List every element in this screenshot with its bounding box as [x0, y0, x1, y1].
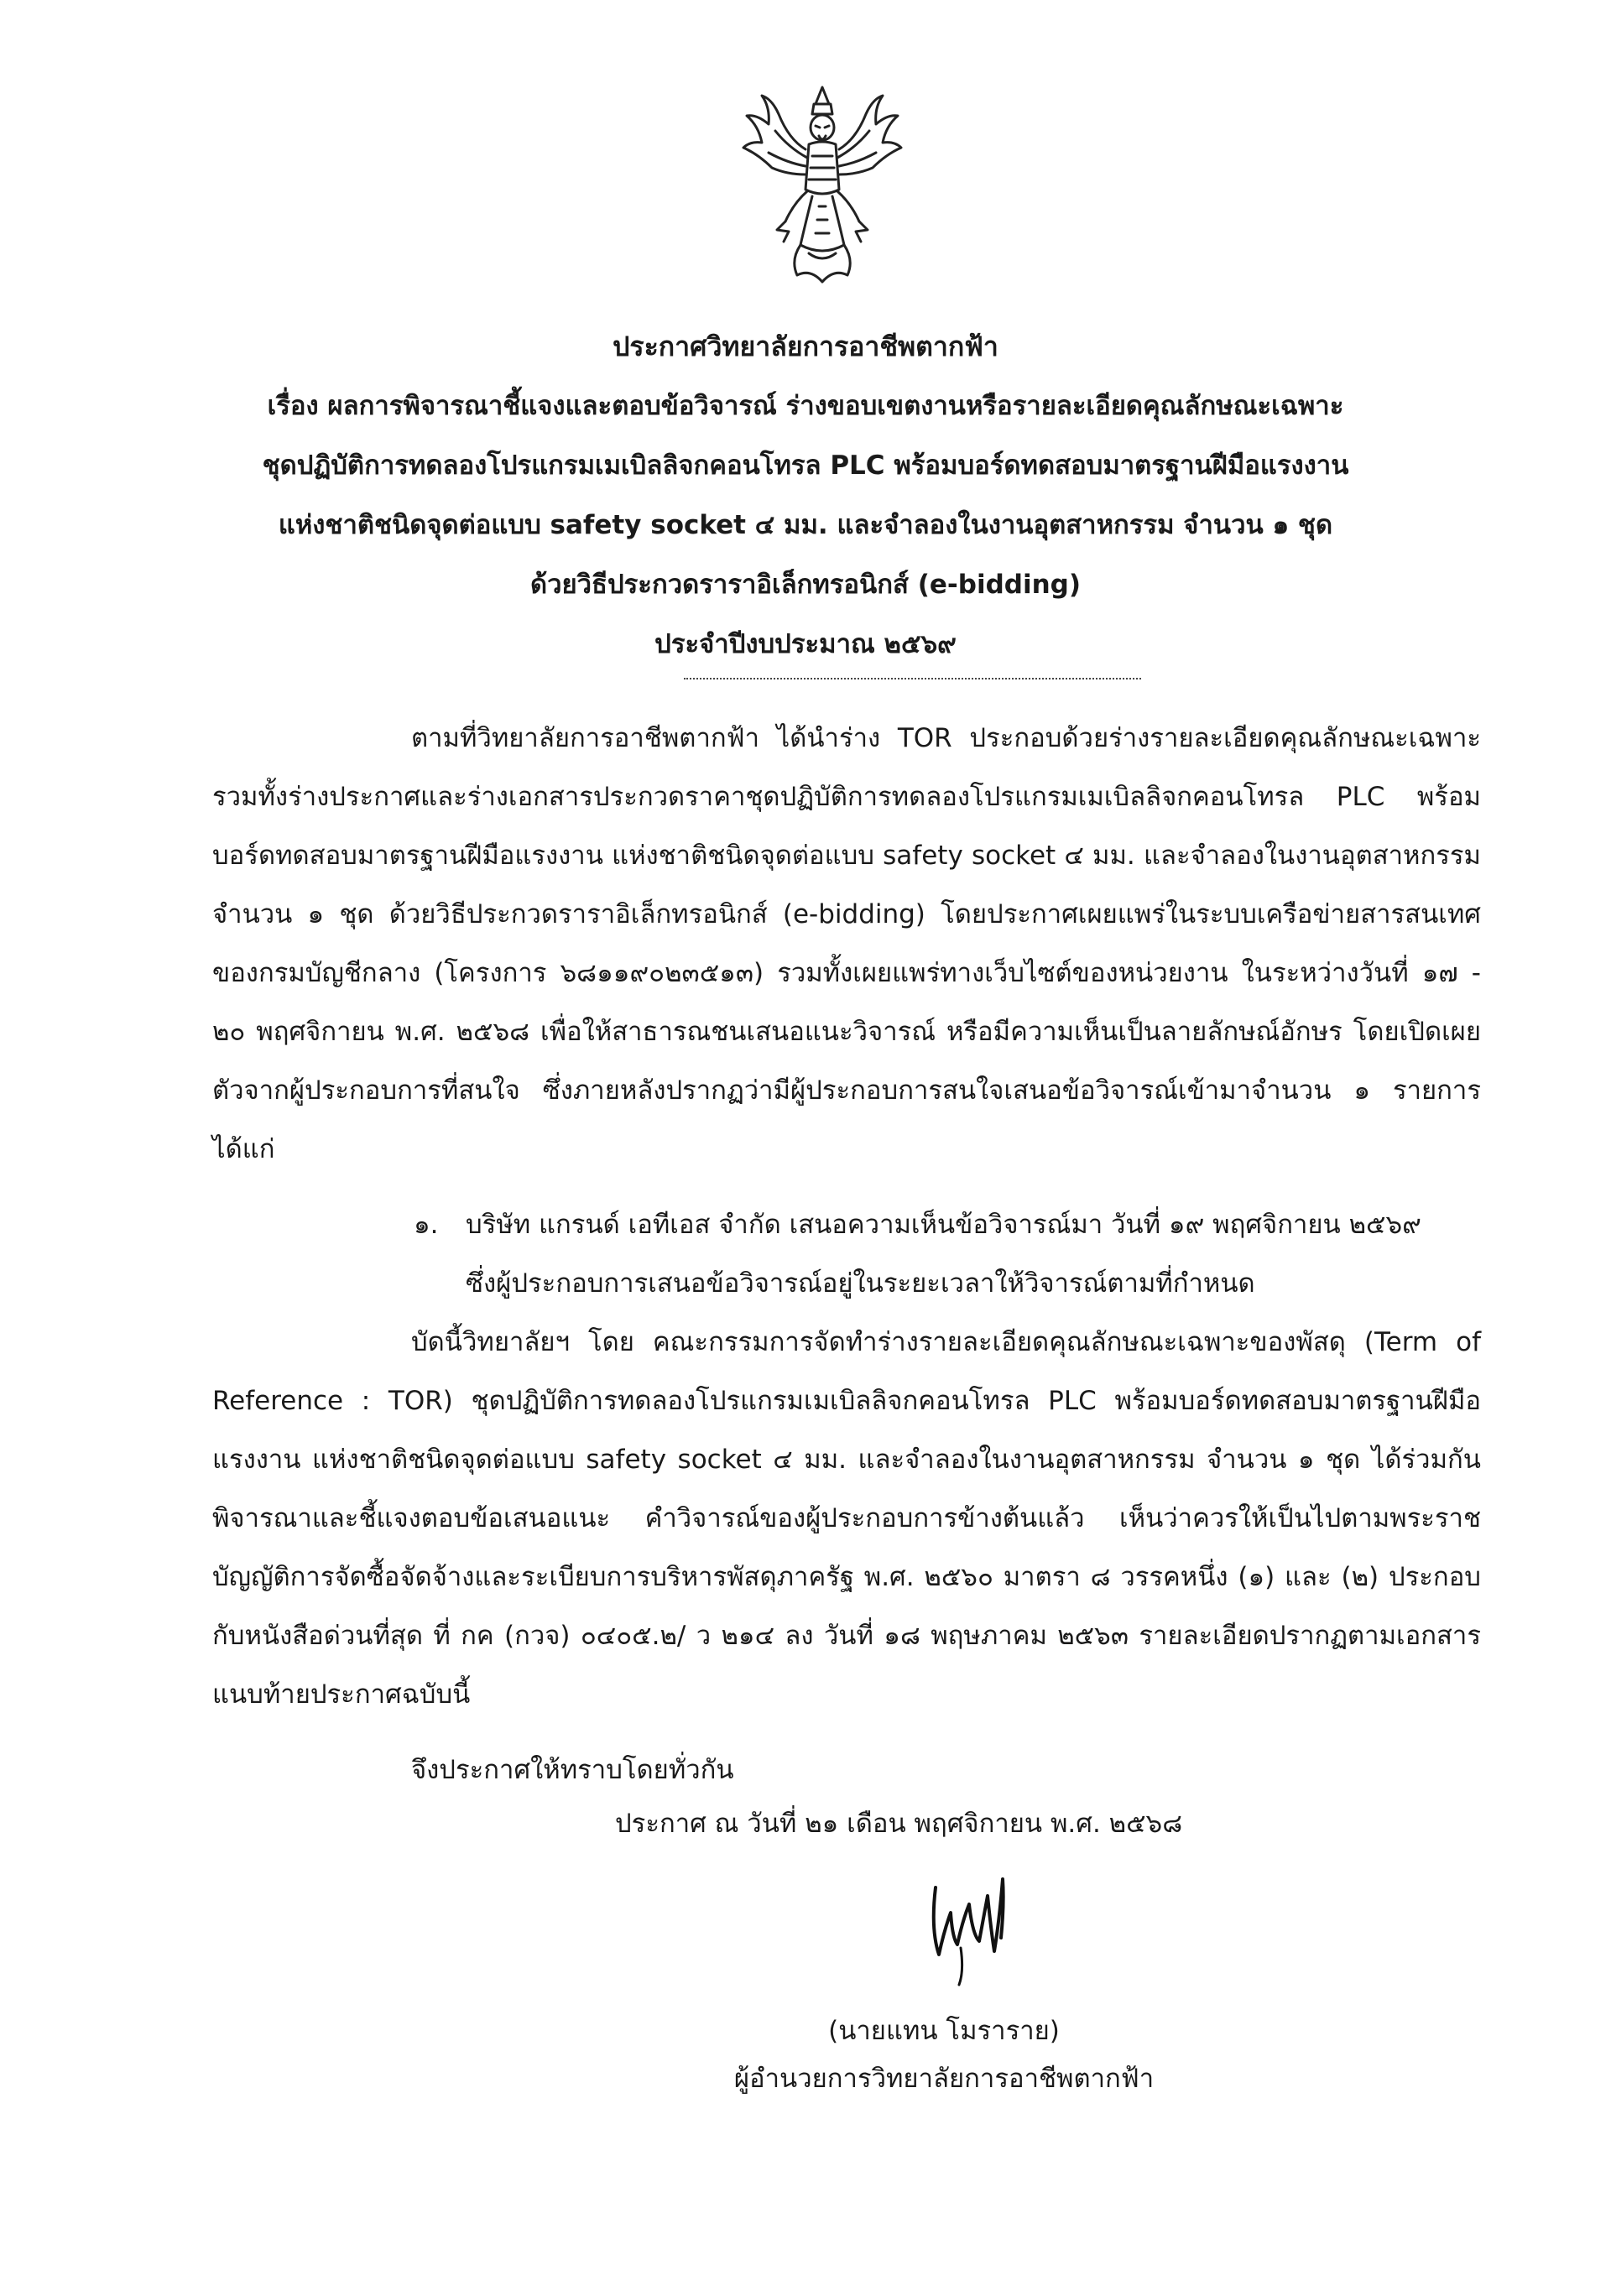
list-item: [212, 1195, 1481, 1254]
heading-subject-line-3: แห่งชาติชนิดจุดต่อแบบ safety socket ๔ มม. และจำลองในงานอุตสาหกรรม จำนวน ๑ ชุด: [278, 510, 1333, 540]
heading-title: ประกาศวิทยาลัยการอาชีพตากฟ้า: [613, 331, 998, 362]
paragraph-1: ตามที่วิทยาลัยการอาชีพตากฟ้า ได้นำร่าง TOR ประกอบด้วยร่างรายละเอียดคุณลักษณะเฉพาะ รวมทั้งร่างประกาศและร่างเอกสารประกวดราคาชุดปฏิบัติการทดลองโปรแกรมเมเบิลลิจกคอนโทรล PLC พร้อมบอร์ดทดสอบมาตรฐานฝีมือแรงงาน แห่งชาติชนิดจุดต่อแบบ safety socket ๔ มม. และจำลองในงานอุตสาหกรรม จำนวน ๑ ชุด ด้วยวิธีประกวดราราอิเล็กทรอนิกส์ (e-bidding) โดยประกาศเผยแพร่ในระบบเครือข่ายสารสนเทศของกรมบัญชีกลาง (โครงการ ๖๘๑๑๙๐๒๓๕๑๓) รวมทั้งเผยแพร่ทางเว็บไซต์ของหน่วยงาน ในระหว่างวันที่ ๑๗ - ๒๐ พฤศจิกายน พ.ศ. ๒๕๖๘ เพื่อให้สาธารณชนเสนอแนะวิจารณ์ หรือมีความเห็นเป็นลายลักษณ์อักษร โดยเปิดเผยตัวจากผู้ประกอบการที่สนใจ ซึ่งภายหลังปรากฏว่ามีผู้ประกอบการสนใจเสนอข้อวิจารณ์เข้ามาจำนวน ๑ รายการ ได้แก่: [212, 723, 1481, 1164]
paragraph-3: จึงประกาศให้ทราบโดยทั่วกัน: [411, 1755, 734, 1785]
heading-fiscal-year: ประจำปีงบประมาณ ๒๕๖๙: [654, 629, 957, 659]
heading-subject-line-2: ชุดปฏิบัติการทดลองโปรแกรมเมเบิลลิจกคอนโทรล PLC พร้อมบอร์ดทดสอบมาตรฐานฝีมือแรงงาน: [262, 450, 1349, 481]
heading-subject-line-4: ด้วยวิธีประกวดราราอิเล็กทรอนิกส์ (e-bidding): [529, 570, 1082, 600]
heading-subject-line-1: เรื่อง ผลการพิจารณาชี้แจงและตอบข้อวิจารณ์ ร่างขอบเขตงานหรือรายละเอียดคุณลักษณะเฉพาะ: [267, 391, 1344, 421]
announcement-heading: [151, 317, 1460, 674]
list-item-text: บริษัท แกรนด์ เอทีเอส จำกัด เสนอความเห็นข้อวิจารณ์มา วันที่ ๑๙ พฤศจิกายน ๒๕๖๙: [466, 1210, 1421, 1240]
list-item-continuation: ซึ่งผู้ประกอบการเสนอข้อวิจารณ์อยู่ในระยะเวลาให้วิจารณ์ตามที่กำหนด: [466, 1268, 1255, 1299]
paragraph-2: บัดนี้วิทยาลัยฯ โดย คณะกรรมการจัดทำร่างรายละเอียดคุณลักษณะเฉพาะของพัสดุ (Term of Reference : TOR) ชุดปฏิบัติการทดลองโปรแกรมเมเบิลลิจกคอนโทรล PLC พร้อมบอร์ดทดสอบมาตรฐานฝีมือแรงงาน แห่งชาติชนิดจุดต่อแบบ safety socket ๔ มม. และจำลองในงานอุตสาหกรรม จำนวน ๑ ชุด ได้ร่วมกันพิจารณาและชี้แจงตอบข้อเสนอแนะ คำวิจารณ์ของผู้ประกอบการข้างต้นแล้ว เห็นว่าควรให้เป็นไปตามพระราชบัญญัติการจัดซื้อจัดจ้างและระเบียบการบริหารพัสดุภาครัฐ พ.ศ. ๒๕๖๐ มาตรา ๘ วรรคหนึ่ง (๑) และ (๒) ประกอบกับหนังสือด่วนที่สุด ที่ กค (กวจ) ๐๔๐๕.๒/ ว ๒๑๔ ลง วันที่ ๑๘ พฤษภาคม ๒๕๖๓ รายละเอียดปรากฏตามเอกสารแนบท้ายประกาศฉบับนี้: [212, 1327, 1481, 1710]
list-item-number: ๑.: [414, 1210, 439, 1240]
announcement-date: ประกาศ ณ วันที่ ๒๑ เดือน พฤศจิกายน พ.ศ. ๒๕๖๘: [615, 1809, 1183, 1839]
signer-title: ผู้อำนวยการวิทยาลัยการอาชีพตากฟ้า: [733, 2064, 1155, 2094]
signer-name: (นายแทน โมราราย): [828, 2016, 1060, 2046]
garuda-emblem-icon: [738, 81, 906, 290]
announcement-body: [212, 709, 1481, 1799]
separator-dotted-line: [684, 678, 1141, 679]
handwritten-signature: [910, 1854, 1028, 1988]
